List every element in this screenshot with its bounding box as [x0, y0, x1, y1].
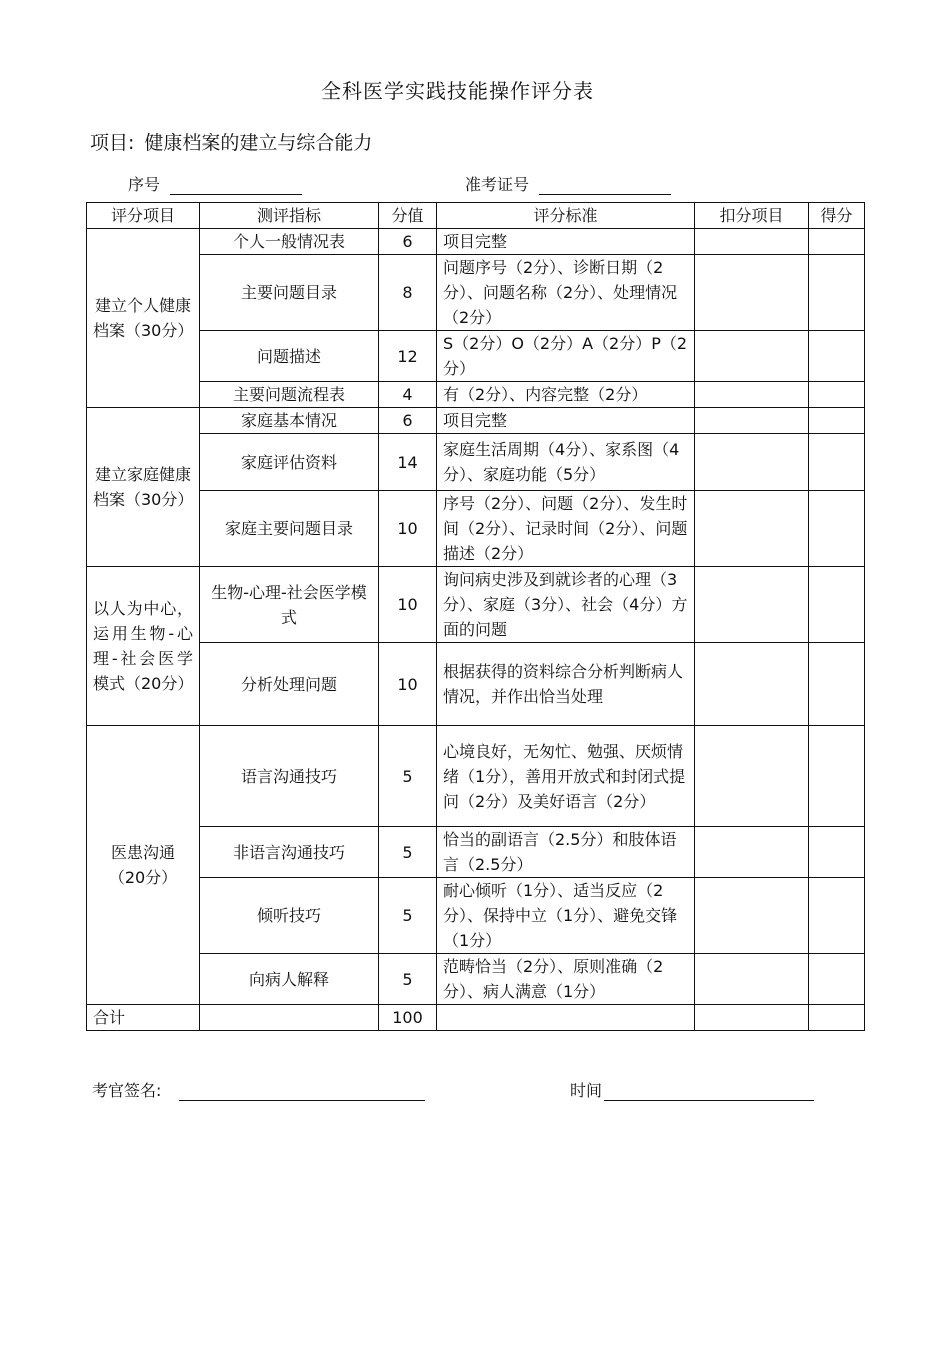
indicator-cell: 主要问题目录 — [200, 255, 379, 331]
total-row — [87, 1005, 865, 1031]
time-blank[interactable] — [604, 1080, 814, 1101]
criteria-cell: S（2分）O（2分）A（2分）P（2分） — [437, 331, 695, 382]
table-row — [87, 954, 865, 1005]
project-value: 健康档案的建立与综合能力 — [144, 132, 373, 154]
header-points: 得分 — [809, 203, 865, 229]
examiner-signature-field — [92, 1078, 425, 1101]
table-row — [87, 331, 865, 382]
deduction-cell[interactable] — [695, 643, 809, 726]
table-row — [87, 827, 865, 878]
indicator-cell: 个人一般情况表 — [200, 229, 379, 255]
score-cell: 10 — [379, 567, 437, 643]
category-cell: 建立家庭健康档案（30分） — [87, 408, 200, 567]
indicator-cell: 向病人解释 — [200, 954, 379, 1005]
total-criteria-cell — [437, 1005, 695, 1031]
exam-id-blank[interactable] — [539, 176, 671, 195]
criteria-cell: 根据获得的资料综合分析判断病人情况，并作出恰当处理 — [437, 643, 695, 726]
seq-field — [128, 172, 302, 195]
criteria-cell: 恰当的副语言（2.5分）和肢体语言（2.5分） — [437, 827, 695, 878]
criteria-cell: 有（2分）、内容完整（2分） — [437, 382, 695, 408]
table-header-row — [87, 203, 865, 229]
header-indicator: 测评指标 — [200, 203, 379, 229]
deduction-cell[interactable] — [695, 878, 809, 954]
total-score: 100 — [379, 1005, 437, 1031]
table-row — [87, 382, 865, 408]
deduction-cell[interactable] — [695, 255, 809, 331]
deduction-cell[interactable] — [695, 382, 809, 408]
total-label: 合计 — [87, 1005, 200, 1031]
points-cell[interactable] — [809, 255, 865, 331]
score-cell: 5 — [379, 878, 437, 954]
total-deduction-cell[interactable] — [695, 1005, 809, 1031]
points-cell[interactable] — [809, 382, 865, 408]
points-cell[interactable] — [809, 229, 865, 255]
score-cell: 5 — [379, 827, 437, 878]
header-deduction: 扣分项目 — [695, 203, 809, 229]
deduction-cell[interactable] — [695, 408, 809, 434]
category-cell: 建立个人健康档案（30分） — [87, 229, 200, 408]
header-score: 分值 — [379, 203, 437, 229]
indicator-cell: 主要问题流程表 — [200, 382, 379, 408]
score-cell: 5 — [379, 726, 437, 827]
header-criteria: 评分标准 — [437, 203, 695, 229]
indicator-cell: 家庭评估资料 — [200, 434, 379, 491]
deduction-cell[interactable] — [695, 827, 809, 878]
deduction-cell[interactable] — [695, 331, 809, 382]
score-cell: 14 — [379, 434, 437, 491]
exam-id-label: 准考证号 — [465, 175, 530, 194]
indicator-cell: 家庭基本情况 — [200, 408, 379, 434]
criteria-cell: 序号（2分）、问题（2分）、发生时间（2分）、记录时间（2分）、问题描述（2分） — [437, 491, 695, 567]
project-label: 项目: — [90, 132, 135, 154]
table-row — [87, 229, 865, 255]
table-row — [87, 878, 865, 954]
points-cell[interactable] — [809, 491, 865, 567]
table-row — [87, 726, 865, 827]
score-cell: 4 — [379, 382, 437, 408]
indicator-cell: 家庭主要问题目录 — [200, 491, 379, 567]
points-cell[interactable] — [809, 878, 865, 954]
total-indicator-cell — [200, 1005, 379, 1031]
examiner-signature-blank[interactable] — [179, 1080, 425, 1101]
deduction-cell[interactable] — [695, 491, 809, 567]
points-cell[interactable] — [809, 954, 865, 1005]
indicator-cell: 语言沟通技巧 — [200, 726, 379, 827]
criteria-cell: 项目完整 — [437, 229, 695, 255]
criteria-cell: 心境良好，无匆忙、勉强、厌烦情绪（1分），善用开放式和封闭式提问（2分）及美好语言（2分） — [437, 726, 695, 827]
page-title: 全科医学实践技能操作评分表 — [321, 79, 594, 103]
header-category: 评分项目 — [87, 203, 200, 229]
project-line — [90, 128, 372, 155]
score-cell: 8 — [379, 255, 437, 331]
criteria-cell: 项目完整 — [437, 408, 695, 434]
table-row — [87, 255, 865, 331]
table-row — [87, 408, 865, 434]
scoring-table — [86, 202, 865, 1031]
seq-blank[interactable] — [170, 176, 302, 195]
deduction-cell[interactable] — [695, 567, 809, 643]
indicator-cell: 非语言沟通技巧 — [200, 827, 379, 878]
category-cell: 医患沟通（20分） — [87, 726, 200, 1005]
score-cell: 6 — [379, 229, 437, 255]
score-cell: 10 — [379, 491, 437, 567]
deduction-cell[interactable] — [695, 434, 809, 491]
deduction-cell[interactable] — [695, 954, 809, 1005]
deduction-cell[interactable] — [695, 229, 809, 255]
time-label: 时间 — [570, 1081, 603, 1100]
points-cell[interactable] — [809, 726, 865, 827]
table-row — [87, 491, 865, 567]
seq-label: 序号 — [128, 175, 161, 194]
score-cell: 10 — [379, 643, 437, 726]
indicator-cell: 倾听技巧 — [200, 878, 379, 954]
score-cell: 12 — [379, 331, 437, 382]
criteria-cell: 范畴恰当（2分）、原则准确（2分）、病人满意（1分） — [437, 954, 695, 1005]
criteria-cell: 耐心倾听（1分）、适当反应（2分）、保持中立（1分）、避免交锋（1分） — [437, 878, 695, 954]
indicator-cell: 分析处理问题 — [200, 643, 379, 726]
points-cell[interactable] — [809, 331, 865, 382]
examiner-label: 考官签名: — [92, 1081, 162, 1100]
points-cell[interactable] — [809, 827, 865, 878]
score-cell: 6 — [379, 408, 437, 434]
criteria-cell: 询问病史涉及到就诊者的心理（3分）、家庭（3分）、社会（4分）方面的问题 — [437, 567, 695, 643]
points-cell[interactable] — [809, 643, 865, 726]
indicator-cell: 生物-心理-社会医学模式 — [200, 567, 379, 643]
time-field — [570, 1078, 814, 1101]
criteria-cell: 问题序号（2分）、诊断日期（2分）、问题名称（2分）、处理情况（2分） — [437, 255, 695, 331]
score-cell: 5 — [379, 954, 437, 1005]
criteria-cell: 家庭生活周期（4分）、家系图（4分）、家庭功能（5分） — [437, 434, 695, 491]
table-row — [87, 567, 865, 643]
deduction-cell[interactable] — [695, 726, 809, 827]
total-points-cell[interactable] — [809, 1005, 865, 1031]
table-row — [87, 643, 865, 726]
table-row — [87, 434, 865, 491]
points-cell[interactable] — [809, 567, 865, 643]
exam-id-field — [465, 172, 671, 195]
category-cell: 以人为中心，运用生物-心理-社会医学模式（20分） — [87, 567, 200, 726]
points-cell[interactable] — [809, 434, 865, 491]
indicator-cell: 问题描述 — [200, 331, 379, 382]
points-cell[interactable] — [809, 408, 865, 434]
